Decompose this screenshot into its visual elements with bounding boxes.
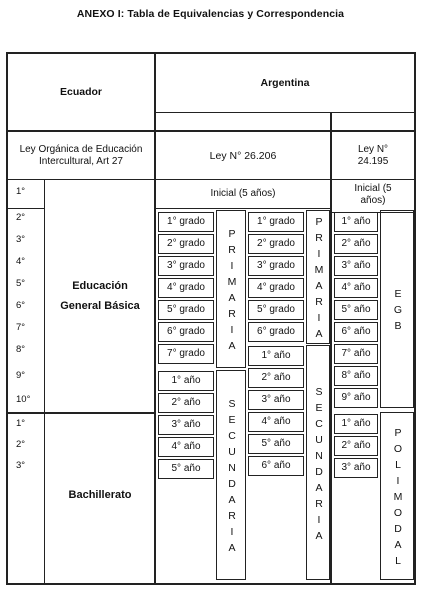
year-cell: 4° año [158,437,214,457]
polimodal-year-cell: 3° año [334,458,378,478]
egb-year-cell: 4° año [334,278,378,298]
egb-year-cell: 2° año [334,234,378,254]
year-cell: 2° año [248,368,304,388]
year-cell: 5° año [158,459,214,479]
grade-cell: 2° grado [248,234,304,254]
year-cell: 5° año [248,434,304,454]
primaria-label-col2-box [306,210,330,344]
header-ley-24195: Ley N° 24.195 [357,144,389,167]
primaria-label-col2: P R I M A R I A [314,216,324,340]
bachillerato-label: Bachillerato [68,489,132,501]
grade-cell: 1° grado [248,212,304,232]
header-ley-26206: Ley N° 26.206 [209,150,277,162]
egb-year-cell: 5° año [334,300,378,320]
secundaria-label-col2-box [306,345,330,580]
grade-cell: 4° grado [248,278,304,298]
year-cell: 3° año [248,390,304,410]
grade-cell: 7° grado [158,344,214,364]
divider-egb-bach [6,412,156,414]
grade-cell: 4° grado [158,278,214,298]
egb-year-cell: 3° año [334,256,378,276]
divider-inicial-26206 [156,208,330,209]
ecuador-level-egb: 7° [16,322,26,333]
ecuador-level-bachillerato: 1° [16,418,26,429]
egb-label-24195-box [380,210,414,408]
egb-year-cell: 6° año [334,322,378,342]
ecuador-level-egb: 2° [16,212,26,223]
polimodal-label-24195: P O L I M O D A L [393,427,403,567]
egb-year-cell: 9° año [334,388,378,408]
polimodal-year-cell: 1° año [334,414,378,434]
secundaria-label-col2: S E C U N D A R I A [315,385,323,542]
ecuador-level-bachillerato: 3° [16,460,26,471]
secundaria-label-col1: S E C U N D A R I A [228,398,236,554]
header-argentina: Argentina [260,77,310,89]
year-cell: 3° año [158,415,214,435]
egb-year-cell: 7° año [334,344,378,364]
ecuador-level-egb: 10° [16,394,31,405]
egb-label: Educación General Básica [60,280,140,312]
grade-cell: 6° grado [158,322,214,342]
grade-cell: 3° grado [248,256,304,276]
divider-header-ley [6,130,416,132]
grade-cell: 3° grado [158,256,214,276]
secundaria-label-col1-box [216,370,246,580]
ecuador-level-bachillerato: 2° [16,439,26,450]
year-cell: 6° año [248,456,304,476]
grade-cell: 5° grado [158,300,214,320]
ecuador-level-egb: 9° [16,370,26,381]
inicial-ley-24195: Inicial (5 años) [354,183,392,206]
grade-cell: 6° grado [248,322,304,342]
polimodal-label-24195-box [380,412,414,580]
year-cell: 2° año [158,393,214,413]
inicial-ley-26206: Inicial (5 años) [210,188,276,199]
egb-year-cell: 1° año [334,212,378,232]
divider-ley-inicial [6,179,416,180]
year-cell: 1° año [158,371,214,391]
divider-argentina-title [156,112,416,113]
year-cell: 1° año [248,346,304,366]
divider-row-start [6,208,44,209]
ecuador-level-egb: 5° [16,278,26,289]
header-ecuador: Ecuador [59,86,102,98]
grade-cell: 5° grado [248,300,304,320]
ecuador-level-egb: 3° [16,234,26,245]
year-cell: 4° año [248,412,304,432]
divider-levels [44,179,45,585]
polimodal-year-cell: 2° año [334,436,378,456]
page-title: ANEXO I: Tabla de Equivalencias y Correspondencia [76,8,345,20]
egb-year-cell: 8° año [334,366,378,386]
ecuador-level-egb: 8° [16,344,26,355]
ecuador-level-egb: 4° [16,256,26,267]
header-ley-ecuador: Ley Orgánica de Educación Intercultural, Art 27 [19,144,143,167]
ecuador-level-egb: 1° [16,186,26,197]
grade-cell: 2° grado [158,234,214,254]
primaria-label-col1: P R I M A R I A [227,228,237,352]
primaria-label-col1-box [216,210,246,368]
egb-label-24195: E G B [393,288,403,332]
grade-cell: 1° grado [158,212,214,232]
ecuador-level-egb: 6° [16,300,26,311]
